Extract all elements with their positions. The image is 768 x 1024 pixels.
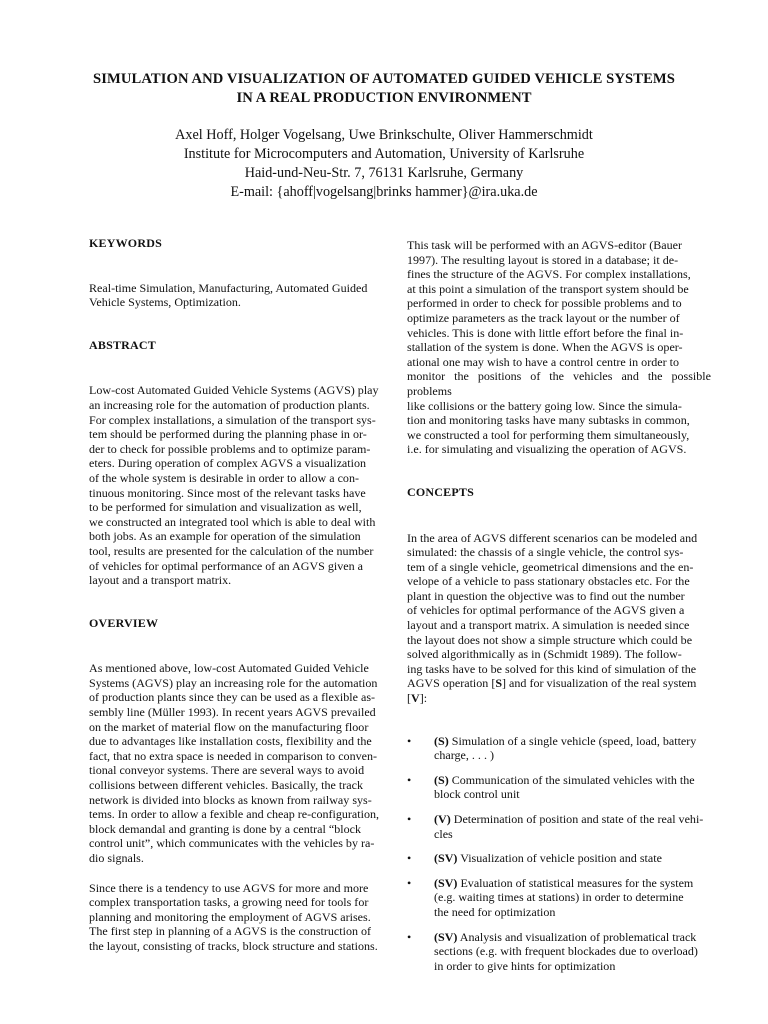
- list-item: • (V) Determination of position and state of the real vehi- cles: [407, 812, 704, 841]
- right-column: [407, 238, 711, 983]
- list-item: • (S) Simulation of a single vehicle (speed, load, battery charge, . . . ): [407, 733, 697, 763]
- bullet-icon: •: [407, 772, 412, 787]
- concepts-heading: CONCEPTS: [407, 484, 474, 499]
- task-tag: (V): [434, 812, 451, 826]
- task-tag: (S): [434, 733, 449, 748]
- bullet-icon: •: [407, 929, 412, 944]
- list-item: • (SV) Analysis and visualization of problematical track sections (e.g. with frequent blockades due to overload) in order to give hints for optimization: [407, 929, 698, 973]
- title-line: IN A REAL PRODUCTION ENVIRONMENT: [236, 90, 532, 106]
- abstract-text: Low-cost Automated Guided Vehicle Systems (AGVS) play an increasing role for the automation of production plants. For complex installations, a simulation of the transport sys- tem should be performed during the planning phase in or- der to check for possible problems and to optimize param- eters. During operation of complex AGVS a visualization of the whole system is desirable in order to allow a con- tinuous monitoring. Since most of the relevant tasks have to be performed for simulation and visualization as well, we constructed an integrated tool which is able to deal with both jobs. As an example for operation of the simulation tool, results are presented for the calculation of the number of vehicles for optimal performance of an AGVS given a layout and a transport matrix.: [89, 383, 379, 588]
- overview-heading: OVERVIEW: [89, 615, 159, 630]
- overview-paragraph-1: As mentioned above, low-cost Automated Guided Vehicle Systems (AGVS) play an increasing role for the automation of production plants since they can be used as a flexible as- sembly line (Müller 1993). In recent years AGVS prevailed on the market of material flow on the manufacturing floor due to advantages like installation costs, flexibility and the fact, that no extra space is needed in comparison to conven- tional conveyor systems. There are several ways to avoid collisions between different vehicles. Basically, the track network is divided into blocks as known from railway sys- tems. In order to allow a fexible and cheap re-configuration, block demandal and granting is done by a central “block control unit”, which communicates with the vehicles by ra- dio signals.: [89, 661, 380, 865]
- task-tag: (SV): [434, 851, 458, 866]
- author-names: Axel Hoff, Holger Vogelsang, Uwe Brinkschulte, Oliver Hammerschmidt: [175, 127, 593, 143]
- bullet-icon: •: [407, 812, 412, 826]
- left-column: [89, 236, 391, 954]
- paper-title: [60, 70, 708, 108]
- author-block: [60, 126, 708, 202]
- list-item: • (SV) Visualization of vehicle position and state: [407, 851, 662, 866]
- task-tag: (SV): [434, 929, 458, 944]
- abstract-heading: ABSTRACT: [89, 337, 156, 352]
- title-line: SIMULATION AND VISUALIZATION OF AUTOMATED GUIDED VEHICLE SYSTEMS: [92, 71, 676, 87]
- bullet-icon: •: [407, 733, 412, 748]
- bullet-icon: •: [407, 875, 412, 890]
- author-affiliation: Institute for Microcomputers and Automation, University of Karlsruhe: [183, 146, 585, 162]
- keywords-heading: KEYWORDS: [89, 236, 162, 250]
- intro-paragraph: This task will be performed with an AGVS-editor (Bauer 1997). The resulting layout is stored in a database; it de- fines the structure of the AGVS. For complex installations, at this point a simulation of the transport system should be performed in order to check for possible problems and to optimize parameters as the track layout or the number of vehicles. This is done with little effort before the final in- stallation of the system is done. When the AGVS is oper- ational one may wish to have a control centre in order to monitor the positions of the vehicles and the possible problems like collisions or the battery going low. Since the simula- tion and monitoring tasks have many subtasks in common, we constructed a tool for performing them simultaneously, i.e. for simulating and visualizing the operation of AGVS.: [407, 238, 711, 457]
- keywords-text: Real-time Simulation, Manufacturing, Automated Guided Vehicle Systems, Optimization.: [89, 280, 368, 310]
- task-tag: (S): [434, 772, 449, 787]
- list-item: • (S) Communication of the simulated vehicles with the block control unit: [407, 772, 695, 802]
- overview-paragraph-2: Since there is a tendency to use AGVS for more and more complex transportation tasks, a growing need for tools for planning and monitoring the employment of AGVS arises. The first step in planning of a AGVS is the construction of the layout, consisting of tracks, block structure and stations.: [89, 880, 378, 953]
- bullet-icon: •: [407, 851, 412, 866]
- visualization-tag: V: [411, 691, 420, 706]
- task-list: [407, 734, 711, 974]
- author-address: Haid-und-Neu-Str. 7, 76131 Karlsruhe, Germany: [244, 165, 524, 181]
- task-tag: (SV): [434, 875, 458, 890]
- concepts-paragraph: In the area of AGVS different scenarios can be modeled and simulated: the chassis of a single vehicle, the control sys- tem of a single vehicle, geometrical dimensions and the en- velope of a vehicle to pass stationary obstacles etc. For the plant in question the objective was to find out the number of vehicles for optimal performance of the AGVS given a layout and a transport matrix. A simulation is needed since the layout does not show a simple structure which could be solved algorithmically as in (Schmidt 1989). The follow- ing tasks have to be solved for this kind of simulation of the AGVS operation [S] and for visualization of the real system [V]:: [407, 530, 698, 706]
- author-email: E-mail: {ahoff|vogelsang|brinks hammer}@ira.uka.de: [230, 184, 538, 200]
- simulation-tag: S: [495, 676, 503, 691]
- list-item: • (SV) Evaluation of statistical measures for the system (e.g. waiting times at stations) in order to determine the need for optimization: [407, 875, 694, 919]
